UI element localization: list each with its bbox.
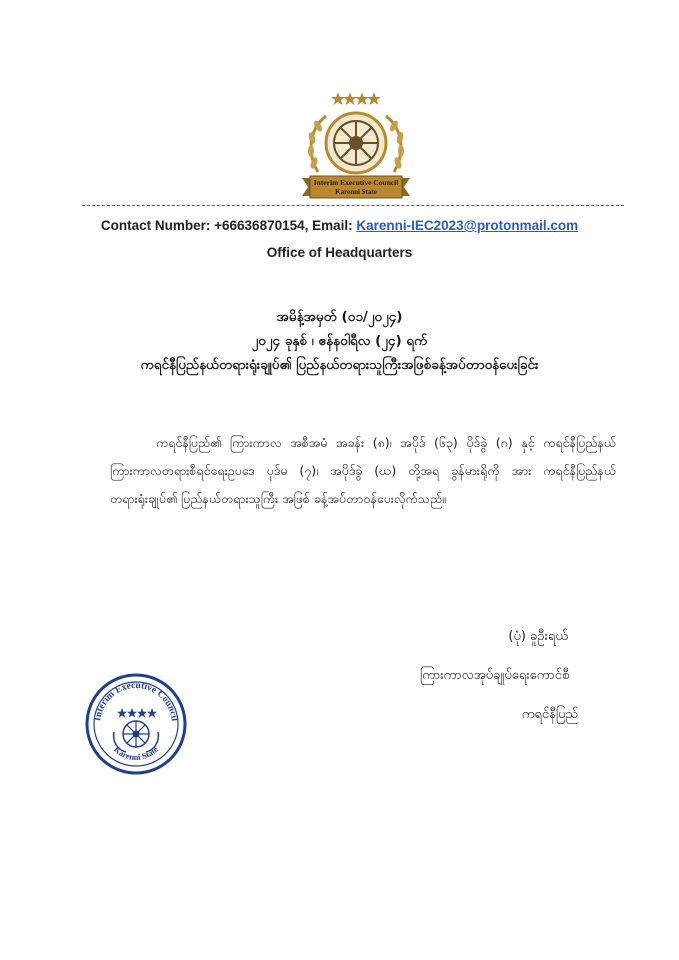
office-title: Office of Headquarters: [266, 245, 413, 260]
signature-position: ကြားကာလအုပ်ချုပ်ရေးကောင်စီ: [420, 668, 570, 683]
svg-text:Karenni State: Karenni State: [335, 188, 377, 196]
star-icon: [367, 92, 381, 105]
order-header: [0, 305, 679, 377]
order-title: ကရင်နီပြည်နယ်တရားရုံးချုပ်၏ ပြည်နယ်တရားသူကြီးအဖြစ်ခန့်အပ်တာဝန်ပေးခြင်း: [140, 357, 539, 373]
order-date: ၂၀၂၄ ခုနှစ် ၊ ဧန်နဝါရီလ (၂၄) ရက်: [251, 333, 428, 349]
svg-text:Interim Executive Council: Interim Executive Council: [313, 178, 399, 187]
star-icon: [355, 92, 369, 105]
official-seal-icon: [84, 672, 188, 776]
svg-text:Interim Executive Council: Interim Executive Council: [93, 680, 179, 722]
contact-line: [0, 218, 679, 233]
svg-text:Karenni State: Karenni State: [112, 744, 160, 763]
signature-state: ကရင်နီပြည်: [521, 707, 578, 722]
signature-name: (ပုံ) ခူဦးရယ်: [508, 629, 568, 644]
iec-emblem-icon: [292, 86, 420, 202]
order-body-paragraph: ကရင်နီပြည်၏ ကြားကာလ အစီအမံ အခန်း (၈)၊ အပိုဒ် (၆၃) ပိုဒ်ခွဲ (ဂ) နှင့် ကရင်နီပြည်နယ် ကြားကာလတရားစီရင်ရေးဥပဒေ ပုဒ်မ (၇)၊ အပိုဒ်ခွဲ (ဃ) တို့အရ ခွန်မားရိုကို အား ကရင်နီပြည်နယ် တရားရုံးချုပ်၏ ပြည်နယ်တရားသူကြီး အဖြစ် ခန့်အပ်တာဝန်ပေးလိုက်သည်။: [110, 435, 616, 506]
order-number: အမိန့်အမှတ် (၀၁/၂၀၂၄): [276, 309, 403, 325]
contact-prefix: Contact Number: +66636870154, Email:: [100, 218, 357, 233]
email-link[interactable]: Karenni-IEC2023@protonmail.com: [356, 218, 579, 233]
header-divider: [82, 205, 624, 206]
star-icon: [343, 92, 357, 105]
star-icon: [331, 92, 345, 105]
